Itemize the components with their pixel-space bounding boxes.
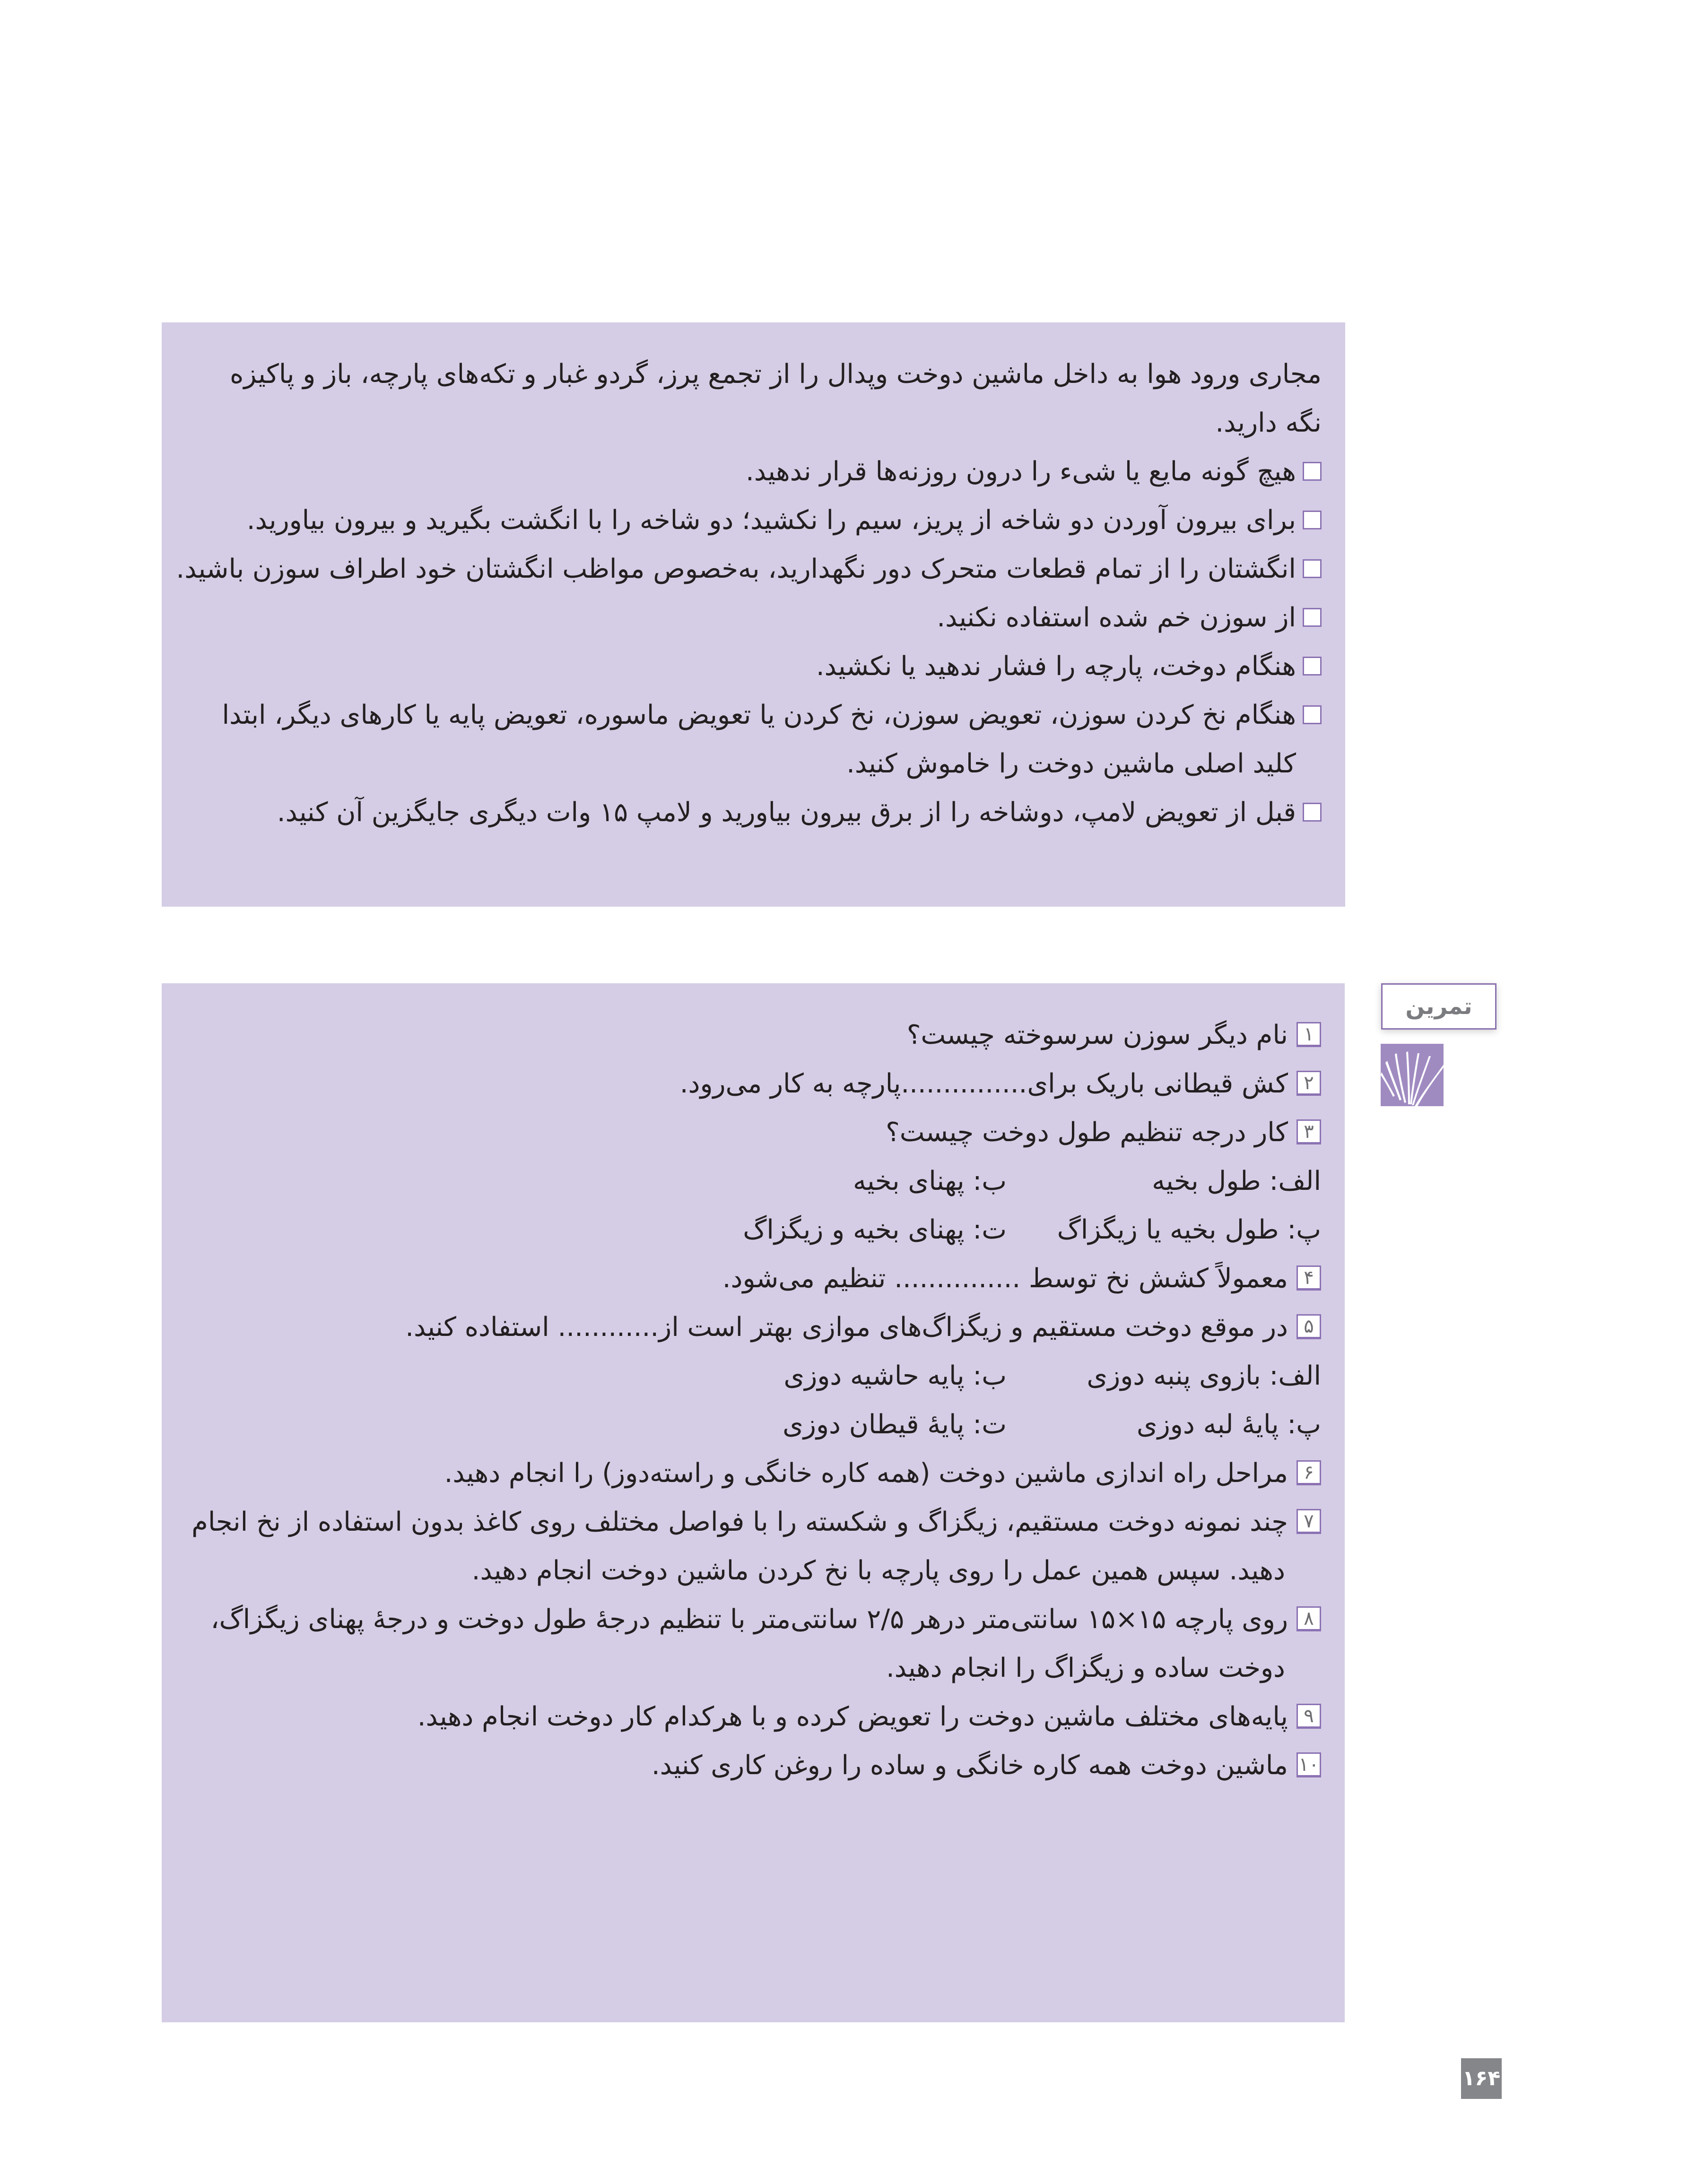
- safety-item-text: برای بیرون آوردن دو شاخه از پریز، سیم را نکشید؛ دو شاخه را با انگشت بگیرید و بیرون بیاورید.: [246, 505, 1296, 536]
- brush-strokes-icon: [1381, 1044, 1444, 1106]
- question-text: چند نمونه دوخت مستقیم، زیگزاگ و شکسته را با فواصل مختلف روی کاغذ بدون استفاده از نخ انجام: [191, 1507, 1288, 1537]
- exercise-panel: [162, 983, 1345, 2022]
- question-6: [188, 1449, 1321, 1498]
- page-number: ۱۶۴: [1461, 2058, 1502, 2099]
- question-number: ۱: [1296, 1022, 1321, 1047]
- safety-item-text: قبل از تعویض لامپ، دوشاخه را از برق بیرون بیاورید و لامپ ۱۵ وات دیگری جایگزین آن کنید.: [277, 797, 1296, 828]
- question-text: کش قیطانی باریک برای...............پارچه به کار می‌رود.: [679, 1068, 1288, 1099]
- question-3-options-row-1: [188, 1157, 1321, 1205]
- question-number: ۵: [1296, 1314, 1321, 1339]
- question-text: در موقع دوخت مستقیم و زیگزاگ‌های موازی بهتر است از............ استفاده کنید.: [405, 1312, 1288, 1343]
- intro-line-1: مجاری ورود هوا به داخل ماشین دوخت وپدال را از تجمع پرز، گردو غبار و تکه‌های پارچه، باز و پاکیزه: [229, 359, 1322, 390]
- question-text: نام دیگر سوزن سرسوخته چیست؟: [906, 1020, 1288, 1050]
- question-8-continued: دوخت ساده و زیگزاگ را انجام دهید.: [886, 1653, 1285, 1683]
- safety-notes-panel: [162, 322, 1345, 907]
- question-number: ۷: [1296, 1509, 1321, 1534]
- checkbox-icon: [1303, 559, 1322, 578]
- checkbox-icon: [1303, 462, 1322, 481]
- exercise-label: تمرین: [1381, 983, 1497, 1030]
- question-5-options-row-2: [188, 1400, 1321, 1449]
- safety-item-text: هنگام نخ کردن سوزن، تعویض سوزن، نخ کردن یا تعویض ماسوره، تعویض پایه یا کارهای دیگر، ابتدا: [222, 700, 1296, 730]
- question-7: [188, 1498, 1321, 1546]
- checkbox-icon: [1303, 803, 1322, 822]
- question-number: ۹: [1296, 1704, 1321, 1729]
- option-te: ت: پایۀ قیطان دوزی: [783, 1409, 1007, 1440]
- safety-item-text: هیچ گونه مایع یا شیء را درون روزنه‌ها قرار ندهید.: [746, 456, 1296, 487]
- question-1: [188, 1011, 1321, 1059]
- safety-item-4: [188, 593, 1322, 642]
- question-text: کار درجه تنظیم طول دوخت چیست؟: [886, 1117, 1288, 1148]
- safety-item-6-continued: کلید اصلی ماشین دوخت را خاموش کنید.: [846, 748, 1296, 779]
- question-10: [188, 1741, 1321, 1790]
- question-number: ۱۰: [1296, 1752, 1321, 1777]
- option-be: ب: پایه حاشیه دوزی: [783, 1361, 1007, 1391]
- option-alef: الف: بازوی پنبه دوزی: [1087, 1361, 1321, 1391]
- checkbox-icon: [1303, 705, 1322, 724]
- checkbox-icon: [1303, 511, 1322, 529]
- safety-item-6: [188, 691, 1322, 739]
- safety-item-7: [188, 788, 1322, 837]
- option-te: ت: پهنای بخیه و زیگزاگ: [743, 1214, 1007, 1245]
- option-pe: پ: پایۀ لبه دوزی: [1136, 1409, 1321, 1440]
- safety-item-3: [176, 545, 1322, 593]
- question-text: مراحل راه اندازی ماشین دوخت (همه کاره خانگی و راسته‌دوز) را انجام دهید.: [444, 1458, 1288, 1489]
- checkbox-icon: [1303, 657, 1322, 676]
- question-text: ماشین دوخت همه کاره خانگی و ساده را روغن کاری کنید.: [651, 1750, 1288, 1781]
- question-text: معمولاً کشش نخ توسط ............... تنظیم می‌شود.: [722, 1263, 1288, 1294]
- intro-line-2: نگه دارید.: [1215, 407, 1322, 438]
- safety-item-text: هنگام دوخت، پارچه را فشار ندهید یا نکشید.: [816, 651, 1296, 682]
- checkbox-icon: [1303, 608, 1322, 627]
- question-5-options-row-1: [188, 1352, 1321, 1400]
- safety-item-text: از سوزن خم شده استفاده نکنید.: [937, 602, 1296, 633]
- question-3-options-row-2: [188, 1205, 1321, 1254]
- question-number: ۶: [1296, 1460, 1321, 1485]
- question-number: ۴: [1296, 1265, 1321, 1291]
- question-9: [188, 1692, 1321, 1741]
- safety-item-1: [188, 447, 1322, 496]
- question-8: [188, 1595, 1321, 1644]
- question-number: ۲: [1296, 1071, 1321, 1096]
- safety-item-text: انگشتان را از تمام قطعات متحرک دور نگهدارید، به‌خصوص مواظب انگشتان خود اطراف سوزن باشید.: [176, 554, 1296, 584]
- option-be: ب: پهنای بخیه: [853, 1166, 1007, 1196]
- option-pe: پ: طول بخیه یا زیگزاگ: [1057, 1214, 1321, 1245]
- question-4: [188, 1254, 1321, 1303]
- safety-notes-content: [176, 350, 1322, 837]
- question-number: ۸: [1296, 1606, 1321, 1631]
- option-alef: الف: طول بخیه: [1152, 1166, 1321, 1196]
- question-5: [188, 1303, 1321, 1352]
- question-3: [188, 1108, 1321, 1157]
- safety-item-2: [188, 496, 1322, 545]
- question-text: روی پارچه ۱۵×۱۵ سانتی‌متر درهر ۲/۵ سانتی‌متر با تنظیم درجۀ طول دوخت و درجۀ پهنای زیگزاگ،: [210, 1604, 1288, 1635]
- question-7-continued: دهید. سپس همین عمل را روی پارچه با نخ کردن ماشین دوخت انجام دهید.: [471, 1555, 1285, 1586]
- exercise-questions: [188, 1011, 1321, 1790]
- question-number: ۳: [1296, 1119, 1321, 1144]
- safety-item-5: [188, 642, 1322, 691]
- question-text: پایه‌های مختلف ماشین دوخت را تعویض کرده و با هرکدام کار دوخت انجام دهید.: [417, 1701, 1288, 1732]
- question-2: [188, 1059, 1321, 1108]
